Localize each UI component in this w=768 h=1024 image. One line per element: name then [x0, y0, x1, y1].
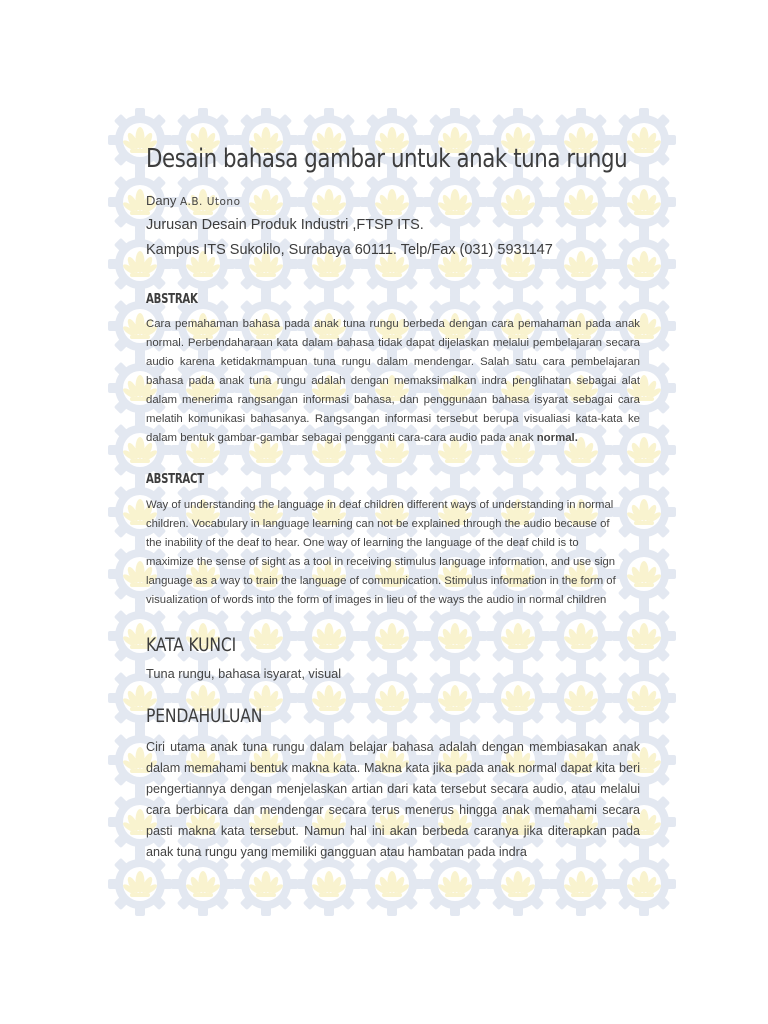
paper-page — [146, 135, 640, 863]
abstract-text — [146, 496, 640, 610]
author-initials: A.B. Utono — [179, 196, 241, 208]
abstract-line: the inability of the deaf to hear. One way of learning the language of the deaf child is to — [146, 537, 579, 549]
affiliation-1: Jurusan Desain Produk Industri ,FTSP ITS. — [146, 217, 424, 233]
abstract-line: maximize the sense of sight as a tool in receiving stimulus language information, and use sign — [146, 556, 616, 568]
abstract-line: Way of understanding the language in deaf children different ways of understanding in normal — [146, 499, 614, 511]
affiliation-2: Kampus ITS Sukolilo, Surabaya 60111. Telp/Fax (031) 5931147 — [146, 242, 553, 258]
abstract-line: language as a way to train the language of communication. Stimulus information in the form of — [146, 575, 616, 587]
pendahuluan-heading: PENDAHULUAN — [146, 705, 263, 727]
paper-title: Desain bahasa gambar untuk anak tuna rungu — [146, 144, 628, 174]
abstrak-tail: normal. — [536, 432, 578, 444]
abstract-line: visualization of words into the form of images in lieu of the ways the audio in normal children — [146, 594, 607, 606]
pendahuluan-text: Ciri utama anak tuna rungu dalam belajar bahasa adalah dengan membiasakan anak dalam memahami bentuk makna kata. Makna kata jika pada anak normal dapat kita beri pengertiannya dengan menjelaskan artian dari kata tersebut secara audio, atau melalui cara berbicara dan mendengar secara terus menerus hingga anak memahami secara pasti makna kata tersebut. Namun hal ini akan berbeda caranya jika diterapkan pada anak tuna rungu yang memiliki gangguan atau hambatan pada indra — [146, 740, 640, 859]
abstract-heading: ABSTRACT — [146, 472, 204, 487]
abstrak-heading: ABSTRAK — [146, 292, 198, 307]
abstrak-body: Cara pemahaman bahasa pada anak tuna rungu berbeda dengan cara pemahaman pada anak normal. Perbendaharaan kata dalam bahasa tidak dapat dijelaskan melalui pembelajaran secara audio karena ketidakmampuan tuna rungu dalam mendengar. Salah satu cara pembelajaran bahasa pada anak tuna rungu adalah dengan memaksimalkan indra penglihatan sebagai alat dalam menerima rangsangan informasi bahasa, dan penggunaan bahasa isyarat sebagai cara melatih komunikasi bahasanya. Rangsangan informasi tersebut berupa visualiasi kata-kata ke dalam bentuk gambar-gambar sebagai pengganti cara-cara audio pada anak — [146, 318, 640, 444]
kata-kunci-heading: KATA KUNCI — [146, 634, 237, 656]
abstrak-text — [146, 315, 640, 448]
author-line — [146, 193, 640, 208]
author-first-name: Dany — [146, 193, 177, 208]
kata-kunci-text: Tuna rungu, bahasa isyarat, visual — [146, 666, 342, 681]
abstract-line: children. Vocabulary in language learning can not be explained through the audio because of — [146, 518, 610, 530]
